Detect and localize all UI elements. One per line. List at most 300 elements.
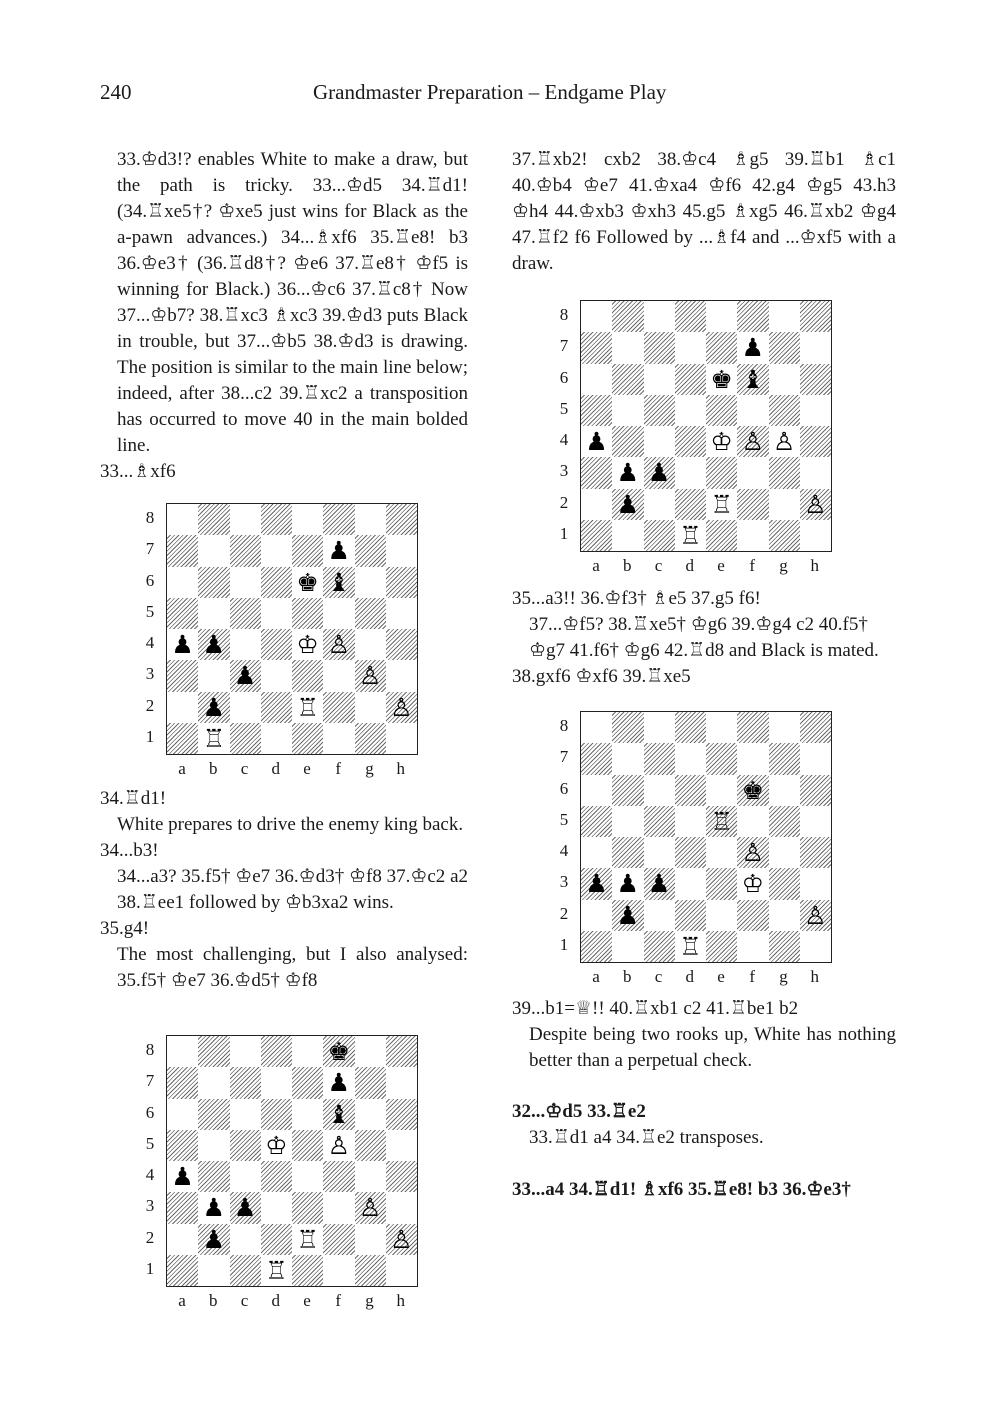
rank-label: 7 bbox=[559, 747, 569, 767]
board-square bbox=[167, 660, 198, 691]
rank-label: 7 bbox=[145, 1071, 155, 1091]
board-square bbox=[800, 426, 831, 457]
board-square bbox=[644, 775, 675, 806]
rank-label: 8 bbox=[559, 305, 569, 324]
paragraph: 37...♔f5? 38.♖xe5† ♔g6 39.♔g4 c2 40.f5† ♔g7 41.f6† ♔g6 42.♖d8 and Black is mated. bbox=[529, 614, 879, 661]
board-square bbox=[355, 692, 386, 723]
file-label: h bbox=[396, 759, 405, 778]
board-square bbox=[386, 1099, 417, 1130]
board-square bbox=[769, 837, 800, 868]
board-square bbox=[261, 723, 292, 754]
board-square bbox=[769, 395, 800, 426]
chess-piece: ♖ bbox=[296, 692, 319, 722]
rank-label: 6 bbox=[559, 778, 569, 798]
chess-piece: ♙ bbox=[804, 489, 827, 519]
rank-label: 2 bbox=[145, 1227, 155, 1247]
chess-piece: ♔ bbox=[710, 427, 733, 457]
paragraph: White prepares to drive the enemy king back. bbox=[117, 814, 464, 835]
board-square bbox=[167, 723, 198, 754]
board-square bbox=[230, 629, 261, 660]
board-square bbox=[800, 775, 831, 806]
board-square bbox=[198, 1036, 229, 1067]
board-square bbox=[644, 489, 675, 520]
board-square bbox=[706, 775, 737, 806]
board-square bbox=[644, 712, 675, 743]
board-square bbox=[230, 598, 261, 629]
file-label: c bbox=[240, 759, 249, 778]
board-square bbox=[675, 395, 706, 426]
rank-label: 3 bbox=[145, 664, 155, 684]
board-square bbox=[167, 1192, 198, 1223]
board-square bbox=[675, 426, 706, 457]
board-square bbox=[261, 1067, 292, 1098]
board-square bbox=[769, 712, 800, 743]
board-square bbox=[706, 743, 737, 774]
board-square bbox=[230, 1036, 261, 1067]
chess-piece: ♟ bbox=[616, 458, 640, 488]
board-square bbox=[737, 712, 768, 743]
chess-piece: ♟ bbox=[202, 630, 226, 660]
board-square bbox=[769, 332, 800, 363]
board-square bbox=[612, 301, 643, 332]
board-square bbox=[675, 806, 706, 837]
board-square bbox=[581, 712, 612, 743]
chessboard bbox=[166, 1035, 418, 1287]
board-square bbox=[167, 1067, 198, 1098]
rank-label: 4 bbox=[145, 1165, 155, 1184]
chess-piece: ♟ bbox=[171, 630, 194, 660]
board-square bbox=[675, 332, 706, 363]
board-square bbox=[706, 332, 737, 363]
board-square bbox=[581, 489, 612, 520]
board-square bbox=[230, 567, 261, 598]
board-square bbox=[355, 1036, 386, 1067]
chessboard bbox=[166, 503, 418, 755]
board-square bbox=[706, 931, 737, 962]
board-square bbox=[769, 457, 800, 488]
board-square bbox=[706, 301, 737, 332]
board-square bbox=[612, 775, 643, 806]
board-square bbox=[612, 931, 643, 962]
board-square bbox=[612, 332, 643, 363]
board-square bbox=[386, 1130, 417, 1161]
board-square bbox=[644, 900, 675, 931]
board-square bbox=[800, 395, 831, 426]
board-square bbox=[323, 504, 354, 535]
chess-piece: ♖ bbox=[679, 520, 702, 550]
board-square bbox=[675, 489, 706, 520]
board-square bbox=[261, 1224, 292, 1255]
chess-piece: ♟ bbox=[585, 869, 608, 899]
chess-piece: ♟ bbox=[202, 1193, 226, 1223]
rank-label: 2 bbox=[145, 695, 155, 715]
board-square bbox=[261, 535, 292, 566]
board-square bbox=[230, 692, 261, 723]
board-square bbox=[769, 743, 800, 774]
file-label: b bbox=[209, 759, 218, 778]
rank-label: 6 bbox=[145, 570, 155, 590]
chess-piece: ♙ bbox=[327, 1130, 351, 1160]
running-title: Grandmaster Preparation – Endgame Play bbox=[313, 80, 667, 104]
board-square bbox=[769, 868, 800, 899]
chess-piece: ♙ bbox=[804, 900, 827, 930]
board-square bbox=[292, 1161, 323, 1192]
board-square bbox=[769, 775, 800, 806]
chess-piece: ♙ bbox=[390, 692, 413, 722]
chess-piece: ♟ bbox=[616, 489, 640, 519]
page-number: 240 bbox=[100, 80, 132, 104]
file-label: e bbox=[717, 556, 725, 575]
board-square bbox=[292, 1255, 323, 1286]
file-label: g bbox=[365, 759, 374, 778]
board-square bbox=[581, 457, 612, 488]
rank-label: 5 bbox=[145, 1133, 155, 1153]
move-line: 39...b1=♕!! 40.♖xb1 c2 41.♖be1 b2 bbox=[512, 998, 799, 1019]
board-square bbox=[355, 567, 386, 598]
board-square bbox=[261, 567, 292, 598]
board-square bbox=[675, 457, 706, 488]
board-square bbox=[386, 1067, 417, 1098]
board-square bbox=[769, 900, 800, 931]
board-square bbox=[737, 743, 768, 774]
board-square bbox=[198, 1255, 229, 1286]
board-square bbox=[644, 837, 675, 868]
board-square bbox=[800, 332, 831, 363]
board-square bbox=[612, 364, 643, 395]
board-square bbox=[769, 520, 800, 551]
paragraph: The most challenging, but I also analysed: 35.f5† ♔e7 36.♔d5† ♔f8 bbox=[117, 944, 468, 991]
board-square bbox=[800, 301, 831, 332]
rank-label: 5 bbox=[145, 601, 155, 621]
chess-piece: ♟ bbox=[233, 1193, 257, 1223]
board-square bbox=[386, 535, 417, 566]
board-square bbox=[323, 723, 354, 754]
chess-piece: ♔ bbox=[265, 1130, 288, 1160]
file-label: d bbox=[685, 556, 694, 575]
chess-piece: ♚ bbox=[741, 775, 765, 805]
file-label: e bbox=[303, 759, 311, 778]
board-square bbox=[198, 1130, 229, 1161]
board-square bbox=[323, 692, 354, 723]
board-square bbox=[581, 395, 612, 426]
board-square bbox=[800, 364, 831, 395]
board-square bbox=[355, 1224, 386, 1255]
board-square bbox=[800, 868, 831, 899]
board-square bbox=[167, 1099, 198, 1130]
board-square bbox=[167, 504, 198, 535]
board-square bbox=[323, 1255, 354, 1286]
board-square bbox=[737, 301, 768, 332]
board-square bbox=[230, 1067, 261, 1098]
chess-piece: ♙ bbox=[358, 1193, 382, 1223]
board-square bbox=[292, 1067, 323, 1098]
file-label: d bbox=[685, 967, 694, 986]
board-square bbox=[323, 1224, 354, 1255]
board-square bbox=[355, 1130, 386, 1161]
rank-label: 3 bbox=[559, 461, 569, 481]
chess-piece: ♙ bbox=[741, 427, 765, 457]
chess-piece: ♟ bbox=[741, 333, 765, 363]
board-square bbox=[769, 364, 800, 395]
board-square bbox=[198, 598, 229, 629]
chess-piece: ♔ bbox=[296, 630, 319, 660]
rank-label: 6 bbox=[559, 367, 569, 387]
board-square bbox=[581, 931, 612, 962]
board-square bbox=[323, 598, 354, 629]
file-label: e bbox=[303, 1291, 311, 1310]
rank-label: 8 bbox=[145, 508, 155, 527]
file-label: h bbox=[810, 967, 819, 986]
board-square bbox=[386, 629, 417, 660]
board-square bbox=[737, 520, 768, 551]
file-label: d bbox=[271, 759, 280, 778]
board-square bbox=[675, 775, 706, 806]
rank-label: 1 bbox=[559, 934, 569, 954]
board-square bbox=[769, 489, 800, 520]
board-square bbox=[198, 1161, 229, 1192]
board-square bbox=[675, 301, 706, 332]
rank-label: 7 bbox=[145, 539, 155, 559]
move-line: 35...a3!! 36.♔f3† ♗e5 37.g5 f6! bbox=[512, 588, 761, 609]
rank-label: 4 bbox=[559, 430, 569, 449]
chess-piece: ♝ bbox=[327, 1099, 351, 1129]
board-square bbox=[198, 1067, 229, 1098]
move-line: 34...b3! bbox=[100, 840, 159, 861]
chess-piece: ♟ bbox=[171, 1162, 194, 1192]
board-square bbox=[198, 535, 229, 566]
board-square bbox=[675, 743, 706, 774]
board-square bbox=[581, 364, 612, 395]
board-square bbox=[737, 931, 768, 962]
board-square bbox=[644, 520, 675, 551]
chess-piece: ♟ bbox=[327, 536, 351, 566]
chess-piece: ♙ bbox=[358, 661, 382, 691]
board-square bbox=[612, 712, 643, 743]
board-square bbox=[675, 364, 706, 395]
paragraph: 34...a3? 35.f5† ♔e7 36.♔d3† ♔f8 37.♔c2 a2 38.♖ee1 followed by ♔b3xa2 wins. bbox=[117, 866, 468, 913]
board-square bbox=[737, 457, 768, 488]
board-square bbox=[386, 1161, 417, 1192]
board-square bbox=[644, 332, 675, 363]
board-square bbox=[167, 598, 198, 629]
chess-piece: ♖ bbox=[679, 931, 702, 961]
board-square bbox=[292, 1036, 323, 1067]
board-square bbox=[386, 723, 417, 754]
chess-piece: ♟ bbox=[585, 427, 608, 457]
board-square bbox=[644, 426, 675, 457]
board-square bbox=[706, 837, 737, 868]
chess-piece: ♟ bbox=[233, 661, 257, 691]
board-square bbox=[386, 1036, 417, 1067]
board-square bbox=[581, 520, 612, 551]
left-column bbox=[100, 147, 468, 485]
board-square bbox=[292, 1130, 323, 1161]
board-square bbox=[355, 535, 386, 566]
file-label: b bbox=[623, 967, 632, 986]
board-square bbox=[355, 1067, 386, 1098]
chess-piece: ♟ bbox=[327, 1068, 351, 1098]
rank-label: 7 bbox=[559, 336, 569, 356]
board-square bbox=[612, 837, 643, 868]
chess-piece: ♖ bbox=[202, 723, 226, 753]
board-square bbox=[737, 806, 768, 837]
board-square bbox=[261, 1192, 292, 1223]
file-label: c bbox=[654, 556, 663, 575]
rank-label: 5 bbox=[559, 398, 569, 418]
board-square bbox=[706, 900, 737, 931]
board-square bbox=[386, 660, 417, 691]
board-square bbox=[386, 598, 417, 629]
board-square bbox=[612, 395, 643, 426]
board-square bbox=[612, 806, 643, 837]
rank-label: 3 bbox=[145, 1196, 155, 1216]
board-square bbox=[167, 1255, 198, 1286]
file-label: f bbox=[335, 1291, 342, 1310]
board-square bbox=[292, 1192, 323, 1223]
board-square bbox=[292, 1099, 323, 1130]
chess-piece: ♝ bbox=[741, 364, 765, 394]
board-square bbox=[581, 806, 612, 837]
board-square bbox=[355, 1099, 386, 1130]
board-square bbox=[706, 457, 737, 488]
paragraph: 33.♖d1 a4 34.♖e2 transposes. bbox=[529, 1127, 764, 1148]
file-label: c bbox=[654, 967, 663, 986]
board-square bbox=[355, 504, 386, 535]
board-square bbox=[167, 535, 198, 566]
board-square bbox=[675, 868, 706, 899]
rank-label: 5 bbox=[559, 809, 569, 829]
board-square bbox=[675, 712, 706, 743]
chess-piece: ♚ bbox=[710, 364, 733, 394]
board-square bbox=[386, 1192, 417, 1223]
board-square bbox=[581, 900, 612, 931]
rank-label: 3 bbox=[559, 872, 569, 892]
board-square bbox=[581, 743, 612, 774]
board-square bbox=[198, 660, 229, 691]
chess-piece: ♖ bbox=[265, 1255, 288, 1285]
board-square bbox=[323, 1192, 354, 1223]
right-column bbox=[512, 147, 896, 277]
board-square bbox=[737, 489, 768, 520]
board-square bbox=[261, 504, 292, 535]
file-label: h bbox=[396, 1291, 405, 1310]
chess-piece: ♙ bbox=[327, 630, 351, 660]
chess-piece: ♖ bbox=[710, 489, 733, 519]
board-square bbox=[644, 364, 675, 395]
file-label: b bbox=[209, 1291, 218, 1310]
chess-piece: ♟ bbox=[647, 869, 671, 899]
board-square bbox=[706, 520, 737, 551]
file-label: a bbox=[592, 556, 600, 575]
board-square bbox=[581, 332, 612, 363]
rank-label: 1 bbox=[559, 523, 569, 543]
file-label: b bbox=[623, 556, 632, 575]
chessboard bbox=[580, 711, 832, 963]
chess-piece: ♟ bbox=[202, 692, 226, 722]
board-square bbox=[292, 535, 323, 566]
board-square bbox=[800, 743, 831, 774]
board-square bbox=[198, 504, 229, 535]
chess-piece: ♝ bbox=[327, 567, 351, 597]
rank-label: 4 bbox=[559, 841, 569, 860]
board-square bbox=[737, 900, 768, 931]
board-square bbox=[292, 598, 323, 629]
board-square bbox=[261, 660, 292, 691]
board-square bbox=[800, 520, 831, 551]
bold-move-line: 33...a4 34.♖d1! ♗xf6 35.♖e8! b3 36.♔e3† bbox=[512, 1179, 851, 1200]
board-square bbox=[355, 1161, 386, 1192]
rank-label: 8 bbox=[559, 716, 569, 735]
board-square bbox=[769, 806, 800, 837]
file-label: h bbox=[810, 556, 819, 575]
board-square bbox=[386, 1255, 417, 1286]
board-square bbox=[230, 1161, 261, 1192]
chess-piece: ♙ bbox=[772, 427, 796, 457]
board-square bbox=[261, 598, 292, 629]
board-square bbox=[644, 743, 675, 774]
board-square bbox=[230, 1224, 261, 1255]
board-square bbox=[323, 1161, 354, 1192]
file-label: g bbox=[365, 1291, 374, 1310]
board-square bbox=[800, 837, 831, 868]
board-square bbox=[737, 395, 768, 426]
board-square bbox=[230, 1099, 261, 1130]
board-square bbox=[675, 900, 706, 931]
board-square bbox=[800, 457, 831, 488]
board-square bbox=[230, 535, 261, 566]
board-square bbox=[292, 723, 323, 754]
rank-label: 4 bbox=[145, 633, 155, 652]
board-square bbox=[800, 931, 831, 962]
rank-label: 1 bbox=[145, 1258, 155, 1278]
file-label: a bbox=[178, 759, 186, 778]
chess-piece: ♚ bbox=[296, 567, 319, 597]
file-label: c bbox=[240, 1291, 249, 1310]
chess-piece: ♙ bbox=[741, 838, 765, 868]
board-square bbox=[386, 567, 417, 598]
board-square bbox=[644, 395, 675, 426]
rank-label: 6 bbox=[145, 1102, 155, 1122]
rank-label: 1 bbox=[145, 726, 155, 746]
board-square bbox=[355, 598, 386, 629]
paragraph: 33.♔d3!? enables White to make a draw, but the path is tricky. 33...♔d5 34.♖d1! (34.♖xe5†? ♔xe5 just wins for Black as the a-pawn advances.) 34...♗xf6 35.♖e8! b3 36.♔e3† (36.♖d8†? ♔e6 37.♖e8† ♔f5 is winning for Black.) 36...♔c6 37.♖c8† Now 37...♔b7? 38.♖xc3 ♗xc3 39.♔d3 puts Black in trouble, but 37...♔b5 38.♔d3 is drawing. The position is similar to the main line below; indeed, after 38...c2 39.♖xc2 a transposition has occurred to move 40 in the main bolded line. bbox=[117, 149, 468, 456]
board-square bbox=[230, 1130, 261, 1161]
right-column-mid bbox=[512, 586, 896, 690]
rank-label: 2 bbox=[559, 492, 569, 512]
left-column-mid bbox=[100, 786, 468, 994]
file-label: a bbox=[592, 967, 600, 986]
board-square bbox=[261, 629, 292, 660]
right-column-bottom bbox=[512, 1099, 896, 1203]
paragraph: Despite being two rooks up, White has nothing better than a perpetual check. bbox=[529, 1024, 896, 1071]
chess-piece: ♚ bbox=[327, 1037, 351, 1067]
board-square bbox=[644, 806, 675, 837]
file-label: g bbox=[779, 967, 788, 986]
board-square bbox=[198, 567, 229, 598]
board-square bbox=[230, 723, 261, 754]
rank-label: 8 bbox=[145, 1040, 155, 1059]
move-line: 34.♖d1! bbox=[100, 788, 167, 809]
board-square bbox=[612, 426, 643, 457]
board-square bbox=[581, 775, 612, 806]
board-square bbox=[355, 629, 386, 660]
board-square bbox=[323, 660, 354, 691]
board-square bbox=[198, 1099, 229, 1130]
file-label: d bbox=[271, 1291, 280, 1310]
file-label: f bbox=[749, 556, 756, 575]
board-square bbox=[292, 504, 323, 535]
board-square bbox=[644, 931, 675, 962]
